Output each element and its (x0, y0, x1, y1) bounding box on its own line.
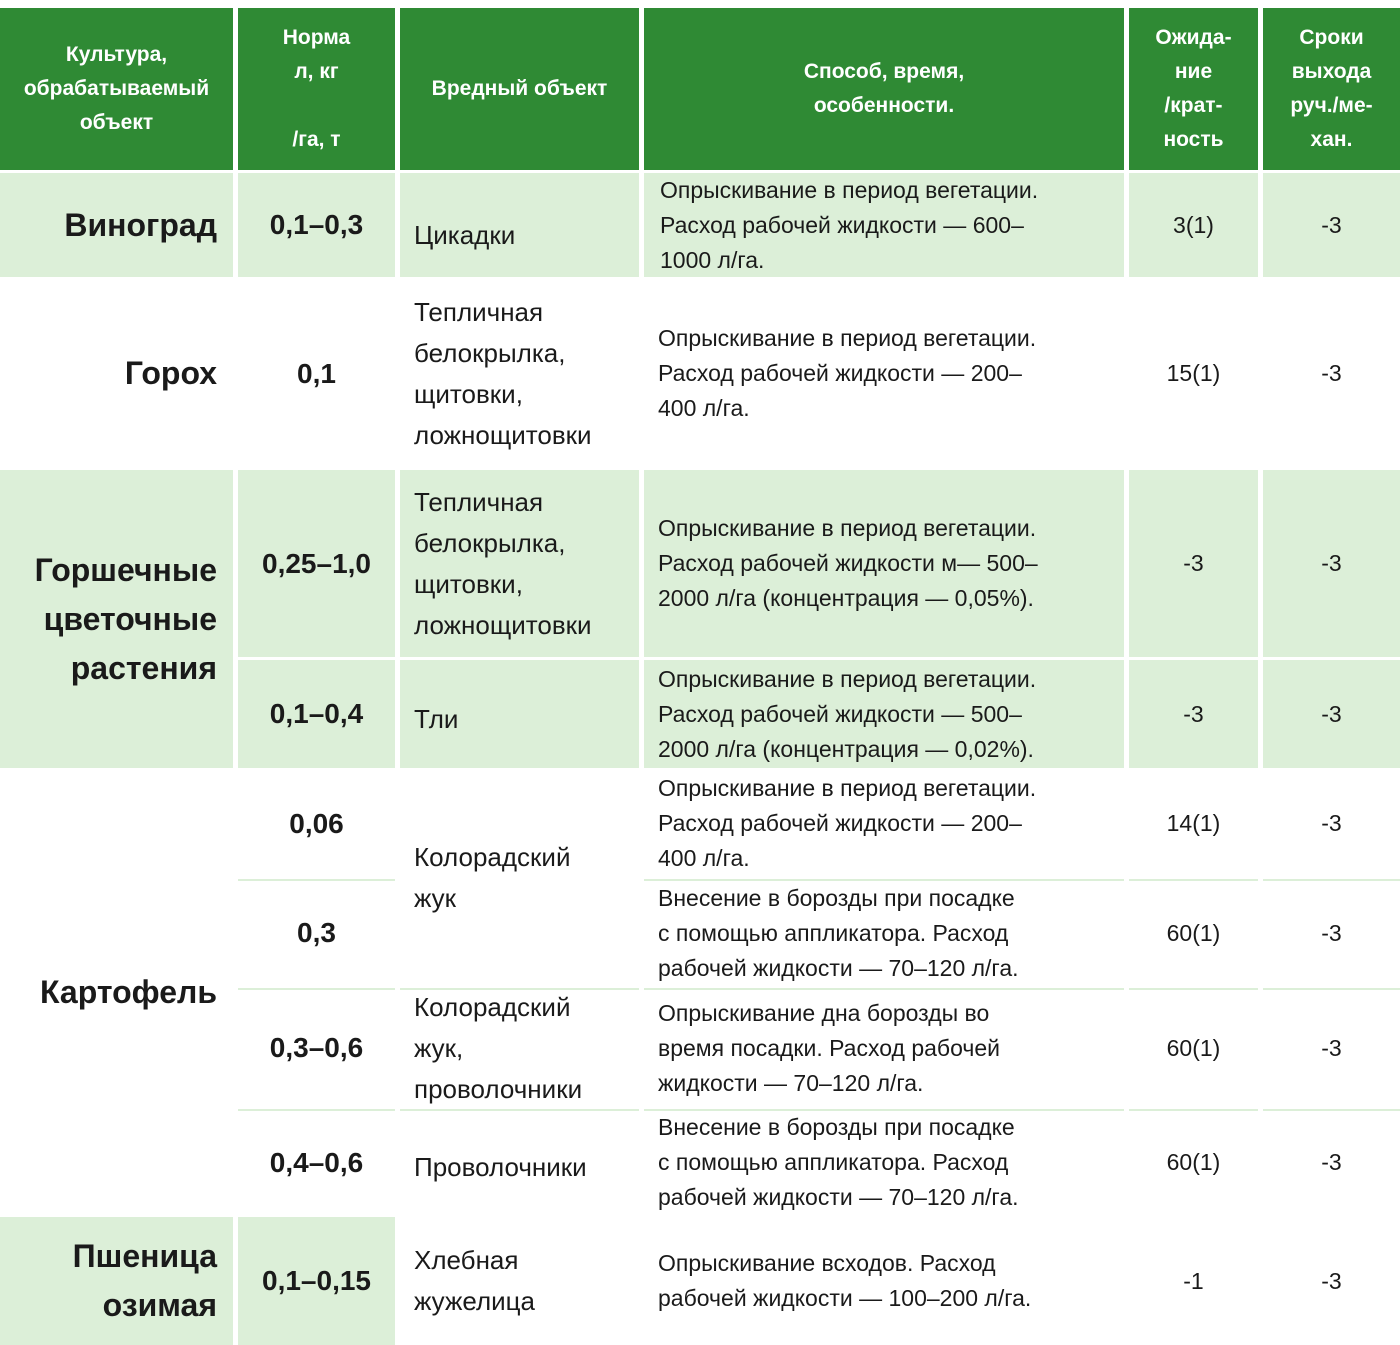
pest-cell: Хлебная жужелица (400, 1217, 639, 1345)
rate-cell: 0,1–0,4 (238, 660, 395, 768)
rate-cell: 0,1–0,3 (238, 173, 395, 277)
crop-winter-wheat: Пшеница озимая (0, 1217, 233, 1345)
rate-cell: 0,1 (238, 280, 395, 467)
pest-cell: Проволочники (400, 1109, 639, 1214)
method-cell: Внесение в борозды при посадке с помощью аппликатора. Расход рабочей жидкости — 70–120 л/га. (644, 879, 1124, 985)
wait-cell: 60(1) (1129, 1109, 1258, 1214)
exit-cell: -3 (1263, 988, 1400, 1106)
header-exit: Сроки выхода руч./ме- хан. (1263, 8, 1400, 170)
exit-cell: -3 (1263, 470, 1400, 657)
exit-cell: -3 (1263, 173, 1400, 277)
method-cell: Опрыскивание в период вегетации. Расход рабочей жидкости — 200– 400 л/га. (644, 771, 1124, 876)
header-crop: Культура, обрабатываемый объект (0, 8, 233, 170)
crop-grape: Виноград (0, 173, 233, 277)
method-cell: Опрыскивание в период вегетации. Расход рабочей жидкости — 200– 400 л/га. (644, 280, 1124, 467)
pest-cell: Колорадский жук, проволочники (400, 988, 639, 1106)
wait-cell: 60(1) (1129, 879, 1258, 985)
rate-cell: 0,1–0,15 (238, 1217, 395, 1345)
pest-cell: Тли (400, 660, 639, 768)
pest-cell: Колорадский жук (400, 771, 639, 985)
wait-cell: 14(1) (1129, 771, 1258, 876)
pest-cell: Цикадки (400, 173, 639, 277)
method-cell: Внесение в борозды при посадке с помощью аппликатора. Расход рабочей жидкости — 70–120 л/га. (644, 1109, 1124, 1214)
exit-cell: -3 (1263, 1109, 1400, 1214)
rate-cell: 0,4–0,6 (238, 1109, 395, 1214)
exit-cell: -3 (1263, 771, 1400, 876)
header-wait: Ожида- ние /крат- ность (1129, 8, 1258, 170)
wait-cell: 15(1) (1129, 280, 1258, 467)
header-rate: Норма л, кг /га, т (238, 8, 395, 170)
exit-cell: -3 (1263, 660, 1400, 768)
pest-cell: Тепличная белокрылка, щитовки, ложнощитовки (400, 470, 639, 657)
method-cell: Опрыскивание дна борозды во время посадки. Расход рабочей жидкости — 70–120 л/га. (644, 988, 1124, 1106)
wait-cell: 3(1) (1129, 173, 1258, 277)
exit-cell: -3 (1263, 280, 1400, 467)
crop-peas: Горох (0, 280, 233, 467)
method-cell: Опрыскивание всходов. Расход рабочей жидкости — 100–200 л/га. (644, 1217, 1124, 1345)
crop-potato: Картофель (0, 771, 233, 1214)
rate-cell: 0,06 (238, 771, 395, 876)
wait-cell: -3 (1129, 470, 1258, 657)
wait-cell: -3 (1129, 660, 1258, 768)
rate-cell: 0,3 (238, 879, 395, 985)
method-cell: Опрыскивание в период вегетации. Расход рабочей жидкости м— 500– 2000 л/га (концентрация — 0,05%). (644, 470, 1124, 657)
header-pest: Вредный объект (400, 8, 639, 170)
wait-cell: 60(1) (1129, 988, 1258, 1106)
method-cell: Опрыскивание в период вегетации. Расход рабочей жидкости — 500– 2000 л/га (концентрация — 0,02%). (644, 660, 1124, 768)
exit-cell: -3 (1263, 879, 1400, 985)
method-cell: Опрыскивание в период вегетации. Расход рабочей жидкости — 600– 1000 л/га. (644, 173, 1124, 277)
pest-cell: Тепличная белокрылка, щитовки, ложнощитовки (400, 280, 639, 467)
exit-cell: -3 (1263, 1217, 1400, 1345)
rate-cell: 0,25–1,0 (238, 470, 395, 657)
header-method: Способ, время, особенности. (644, 8, 1124, 170)
crop-potted-flowers: Горшечные цветочные растения (0, 470, 233, 768)
rate-cell: 0,3–0,6 (238, 988, 395, 1106)
wait-cell: -1 (1129, 1217, 1258, 1345)
